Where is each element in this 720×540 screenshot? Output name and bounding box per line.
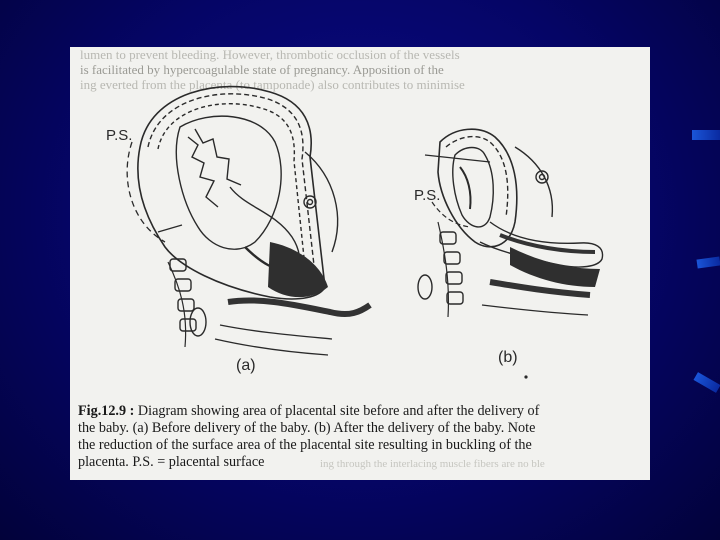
decorative-bar — [696, 256, 720, 268]
uterus-after-delivery — [418, 129, 603, 317]
caption-line: the baby. (a) Before delivery of the baby. (b) After the delivery of the baby. Note — [78, 420, 536, 436]
placental-surface-label-b: P.S. — [414, 187, 441, 204]
bleed-line: ing everted from the placenta (to tamponade) also contributes to minimise — [80, 77, 465, 92]
caption-text: Diagram showing area of placental site before and after the delivery of — [137, 403, 540, 419]
decorative-bar — [693, 372, 720, 393]
placental-surface-label-a: P.S. — [106, 127, 133, 144]
caption-line — [78, 403, 644, 420]
bleed-line: lumen to prevent bleeding. However, thrombotic occlusion of the vessels — [80, 47, 460, 62]
figure-scan — [70, 47, 650, 480]
uterus-before-delivery — [127, 87, 370, 355]
caption-line: the reduction of the surface area of the placental site resulting in buckling of the — [78, 437, 532, 453]
decorative-bar — [692, 130, 720, 140]
caption-line: placenta. P.S. = placental surface — [78, 454, 265, 470]
bleed-through-text-bottom: ing through the interlacing muscle fibers are no ble — [320, 458, 545, 470]
panel-b-label: (b) — [498, 349, 518, 366]
figure-number: Fig.12.9 : — [78, 403, 135, 419]
placental-site-diagram — [70, 47, 650, 392]
bleed-line: is facilitated by hypercoagulable state of pregnancy. Apposition of the — [80, 62, 444, 77]
panel-a-label: (a) — [236, 357, 256, 374]
